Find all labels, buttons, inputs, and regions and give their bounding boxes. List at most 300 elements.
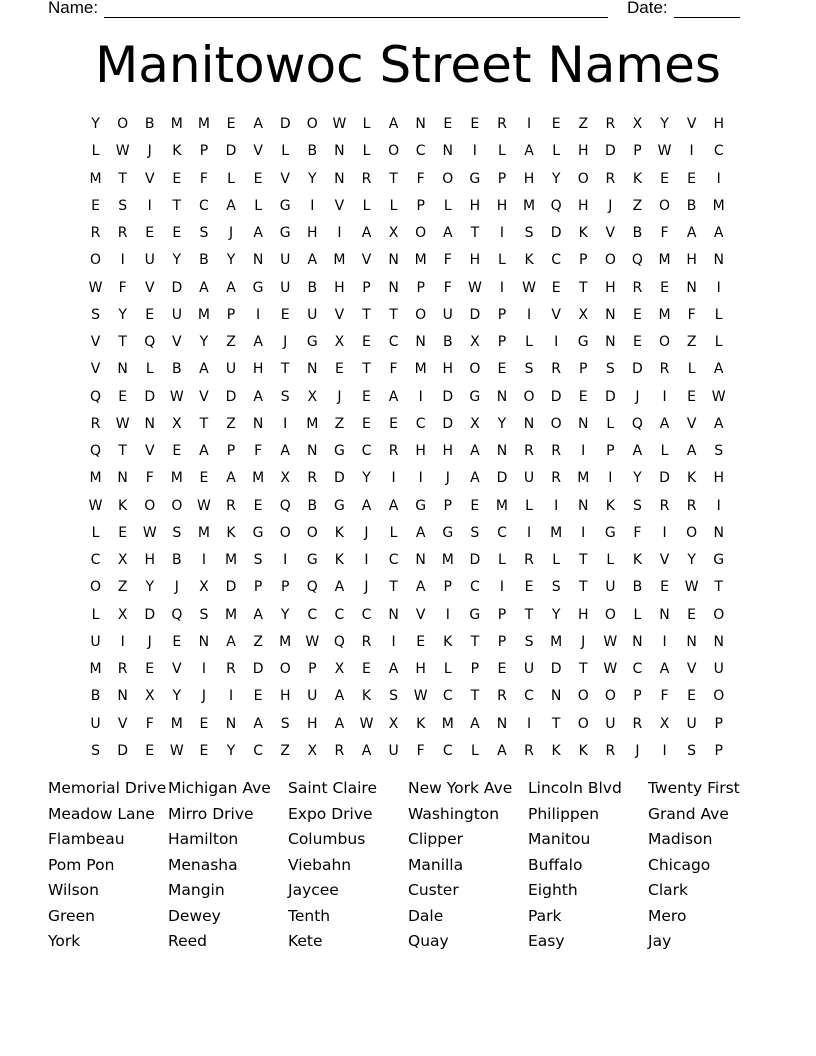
grid-letter[interactable]: L (606, 552, 615, 568)
grid-letter[interactable]: N (334, 143, 345, 160)
grid-letter[interactable]: L (254, 197, 263, 214)
grid-letter[interactable]: A (199, 279, 209, 296)
grid-letter[interactable]: N (307, 361, 318, 378)
grid-letter[interactable]: V (415, 606, 426, 623)
grid-letter[interactable]: O (577, 688, 589, 705)
grid-letter[interactable]: B (90, 688, 101, 705)
grid-letter[interactable]: O (686, 524, 698, 541)
grid-letter[interactable]: V (686, 661, 697, 677)
grid-letter[interactable]: M (658, 306, 671, 323)
grid-letter[interactable]: N (550, 688, 562, 705)
grid-letter[interactable]: U (523, 470, 535, 487)
grid-letter[interactable]: Z (334, 415, 345, 432)
grid-letter[interactable]: L (498, 143, 506, 160)
grid-letter[interactable]: K (551, 742, 561, 759)
grid-letter[interactable]: E (416, 633, 426, 650)
grid-letter[interactable]: T (714, 579, 723, 596)
grid-letter[interactable]: Y (687, 552, 696, 568)
grid-letter[interactable]: O (306, 524, 318, 541)
grid-letter[interactable]: T (524, 606, 534, 623)
grid-letter[interactable]: R (632, 715, 643, 732)
grid-letter[interactable]: O (713, 688, 725, 705)
grid-letter[interactable]: I (120, 633, 125, 650)
grid-letter[interactable]: A (253, 334, 263, 350)
grid-letter[interactable]: C (415, 143, 426, 160)
grid-letter[interactable]: V (334, 197, 345, 214)
grid-letter[interactable]: O (604, 606, 616, 623)
grid-letter[interactable]: P (362, 279, 371, 296)
grid-letter[interactable]: I (283, 552, 288, 568)
grid-letter[interactable]: T (389, 306, 398, 323)
grid-letter[interactable]: H (577, 143, 589, 160)
grid-letter[interactable]: N (117, 470, 128, 487)
grid-letter[interactable]: S (524, 361, 534, 378)
grid-letter[interactable]: H (577, 606, 589, 623)
grid-letter[interactable]: A (415, 579, 426, 596)
grid-letter[interactable]: B (442, 334, 453, 350)
grid-letter[interactable]: C (713, 143, 724, 160)
grid-letter[interactable]: J (445, 470, 450, 487)
grid-letter[interactable]: P (226, 306, 236, 323)
grid-letter[interactable]: A (334, 688, 345, 705)
grid-letter[interactable]: J (147, 633, 152, 650)
grid-letter[interactable]: J (364, 579, 369, 596)
grid-letter[interactable]: F (145, 715, 154, 732)
grid-letter[interactable]: L (687, 361, 696, 378)
grid-letter[interactable]: E (470, 116, 480, 132)
grid-letter[interactable]: O (713, 606, 725, 623)
grid-letter[interactable]: Y (172, 688, 182, 705)
grid-letter[interactable]: M (441, 715, 454, 732)
grid-letter[interactable]: A (415, 524, 426, 541)
grid-letter[interactable]: M (197, 524, 210, 541)
grid-letter[interactable]: E (578, 388, 588, 405)
grid-letter[interactable]: W (142, 524, 157, 541)
grid-letter[interactable]: R (497, 116, 507, 132)
grid-letter[interactable]: M (306, 415, 319, 432)
grid-letter[interactable]: P (308, 661, 317, 677)
grid-letter[interactable]: E (253, 170, 263, 187)
grid-letter[interactable]: V (280, 170, 290, 187)
grid-letter[interactable]: G (713, 552, 725, 568)
grid-letter[interactable]: A (226, 197, 236, 214)
grid-letter[interactable]: E (145, 306, 155, 323)
grid-letter[interactable]: A (334, 579, 345, 596)
grid-letter[interactable]: F (389, 361, 398, 378)
grid-letter[interactable]: E (551, 116, 561, 132)
grid-letter[interactable]: W (115, 415, 130, 432)
grid-letter[interactable]: U (171, 306, 182, 323)
grid-letter[interactable]: N (334, 170, 345, 187)
grid-letter[interactable]: U (713, 661, 724, 677)
grid-letter[interactable]: U (225, 361, 237, 378)
grid-letter[interactable]: R (524, 552, 534, 568)
grid-letter[interactable]: N (605, 306, 616, 323)
grid-letter[interactable]: L (552, 552, 561, 568)
grid-letter[interactable]: C (551, 252, 562, 269)
grid-letter[interactable]: M (170, 470, 183, 487)
grid-letter[interactable]: S (687, 742, 697, 759)
grid-letter[interactable]: L (91, 143, 100, 160)
grid-letter[interactable]: B (307, 143, 318, 160)
grid-letter[interactable]: N (577, 497, 589, 514)
grid-letter[interactable]: S (199, 225, 209, 241)
grid-letter[interactable]: E (172, 225, 182, 241)
grid-letter[interactable]: Z (253, 633, 263, 650)
grid-letter[interactable]: M (197, 116, 210, 132)
grid-letter[interactable]: T (389, 170, 398, 187)
grid-letter[interactable]: E (199, 470, 209, 487)
grid-letter[interactable]: N (198, 633, 210, 650)
grid-letter[interactable]: M (658, 252, 671, 269)
grid-letter[interactable]: E (524, 579, 534, 596)
grid-letter[interactable]: V (90, 334, 101, 350)
grid-letter[interactable]: X (334, 661, 345, 677)
grid-letter[interactable]: O (415, 225, 427, 241)
grid-letter[interactable]: D (225, 388, 237, 405)
grid-letter[interactable]: F (416, 170, 425, 187)
grid-letter[interactable]: V (361, 252, 372, 269)
grid-letter[interactable]: X (172, 415, 182, 432)
grid-letter[interactable]: U (144, 252, 155, 269)
grid-letter[interactable]: D (469, 552, 481, 568)
grid-letter[interactable]: K (687, 470, 697, 487)
grid-letter[interactable]: Y (633, 470, 642, 487)
grid-letter[interactable]: E (362, 388, 371, 405)
grid-letter[interactable]: I (228, 688, 234, 705)
grid-letter[interactable]: Z (226, 415, 236, 432)
grid-letter[interactable]: T (389, 579, 398, 596)
grid-letter[interactable]: K (578, 742, 588, 759)
grid-letter[interactable]: C (469, 579, 480, 596)
grid-letter[interactable]: O (415, 306, 427, 323)
grid-letter[interactable]: E (118, 524, 128, 541)
grid-letter[interactable]: S (91, 306, 100, 323)
grid-letter[interactable]: U (307, 688, 318, 705)
grid-letter[interactable]: P (633, 688, 642, 705)
grid-letter[interactable]: A (659, 415, 670, 432)
grid-letter[interactable]: I (662, 742, 667, 759)
grid-letter[interactable]: W (603, 661, 618, 677)
grid-letter[interactable]: M (252, 470, 265, 487)
grid-letter[interactable]: A (470, 715, 480, 732)
grid-letter[interactable]: S (280, 388, 290, 405)
grid-letter[interactable]: J (147, 143, 152, 160)
grid-letter[interactable]: P (714, 715, 723, 732)
grid-letter[interactable]: M (577, 470, 590, 487)
grid-letter[interactable]: S (280, 715, 290, 732)
grid-letter[interactable]: A (361, 225, 372, 241)
grid-letter[interactable]: T (118, 443, 127, 459)
grid-letter[interactable]: V (172, 334, 182, 350)
grid-letter[interactable]: P (280, 579, 290, 596)
grid-letter[interactable]: G (469, 170, 481, 187)
grid-letter[interactable]: L (498, 552, 506, 568)
grid-letter[interactable]: R (117, 225, 128, 241)
grid-letter[interactable]: G (442, 524, 454, 541)
grid-letter[interactable]: P (443, 497, 452, 514)
grid-letter[interactable]: Y (226, 252, 236, 269)
grid-letter[interactable]: I (581, 524, 586, 541)
grid-letter[interactable]: H (279, 688, 291, 705)
grid-letter[interactable]: A (713, 225, 724, 241)
grid-letter[interactable]: A (361, 742, 372, 759)
grid-letter[interactable]: O (117, 116, 129, 132)
grid-letter[interactable]: O (659, 197, 671, 214)
grid-letter[interactable]: U (307, 306, 318, 323)
grid-letter[interactable]: I (716, 279, 721, 296)
grid-letter[interactable]: R (551, 470, 561, 487)
grid-letter[interactable]: I (608, 470, 613, 487)
grid-letter[interactable]: A (280, 443, 290, 459)
grid-letter[interactable]: R (632, 279, 643, 296)
grid-letter[interactable]: S (605, 361, 615, 378)
grid-letter[interactable]: O (388, 143, 400, 160)
grid-letter[interactable]: P (253, 579, 263, 596)
grid-letter[interactable]: S (551, 579, 561, 596)
grid-letter[interactable]: Y (226, 742, 236, 759)
grid-letter[interactable]: W (684, 579, 699, 596)
grid-letter[interactable]: W (413, 688, 428, 705)
grid-letter[interactable]: F (633, 524, 642, 541)
grid-letter[interactable]: L (389, 197, 398, 214)
grid-letter[interactable]: W (88, 497, 103, 514)
grid-letter[interactable]: I (310, 197, 315, 214)
grid-letter[interactable]: H (713, 470, 724, 487)
grid-letter[interactable]: D (279, 116, 291, 132)
grid-letter[interactable]: D (550, 661, 562, 677)
grid-letter[interactable]: X (632, 116, 643, 132)
grid-letter[interactable]: U (523, 661, 535, 677)
grid-letter[interactable]: W (359, 715, 374, 732)
grid-letter[interactable]: E (280, 306, 290, 323)
grid-letter[interactable]: Y (362, 470, 371, 487)
grid-letter[interactable]: A (632, 443, 643, 459)
grid-letter[interactable]: Y (118, 306, 127, 323)
grid-letter[interactable]: T (470, 225, 480, 241)
grid-letter[interactable]: A (253, 388, 263, 405)
grid-letter[interactable]: N (252, 252, 264, 269)
grid-letter[interactable]: O (171, 497, 183, 514)
grid-letter[interactable]: L (281, 143, 290, 160)
grid-letter[interactable]: D (225, 579, 237, 596)
grid-letter[interactable]: V (144, 443, 155, 459)
grid-letter[interactable]: E (687, 388, 697, 405)
grid-letter[interactable]: L (633, 606, 642, 623)
grid-letter[interactable]: D (496, 470, 508, 487)
grid-letter[interactable]: X (117, 606, 128, 623)
grid-letter[interactable]: U (442, 306, 453, 323)
grid-letter[interactable]: A (253, 715, 263, 732)
grid-letter[interactable]: P (579, 361, 588, 378)
grid-letter[interactable]: Y (308, 170, 317, 187)
grid-letter[interactable]: X (388, 715, 399, 732)
grid-letter[interactable]: C (388, 552, 399, 568)
grid-letter[interactable]: Z (226, 334, 236, 350)
grid-letter[interactable]: S (524, 225, 534, 241)
grid-letter[interactable]: M (333, 252, 346, 269)
grid-letter[interactable]: Y (660, 116, 669, 132)
grid-letter[interactable]: A (686, 443, 697, 459)
grid-letter[interactable]: G (252, 524, 264, 541)
grid-letter[interactable]: E (632, 334, 642, 350)
grid-letter[interactable]: P (497, 306, 507, 323)
grid-letter[interactable]: L (443, 661, 452, 677)
grid-letter[interactable]: O (144, 497, 156, 514)
grid-letter[interactable]: R (605, 116, 616, 132)
grid-letter[interactable]: U (605, 579, 616, 596)
grid-letter[interactable]: F (687, 306, 696, 323)
grid-letter[interactable]: X (470, 334, 480, 350)
grid-letter[interactable]: V (253, 143, 263, 160)
grid-letter[interactable]: L (389, 524, 398, 541)
grid-letter[interactable]: P (416, 279, 425, 296)
grid-letter[interactable]: J (608, 197, 613, 214)
grid-letter[interactable]: I (147, 197, 152, 214)
grid-letter[interactable]: A (388, 388, 399, 405)
grid-letter[interactable]: V (117, 715, 128, 732)
grid-letter[interactable]: E (551, 279, 561, 296)
grid-letter[interactable]: R (90, 415, 101, 432)
grid-letter[interactable]: T (578, 579, 588, 596)
grid-letter[interactable]: L (443, 197, 452, 214)
grid-letter[interactable]: I (554, 497, 559, 514)
grid-letter[interactable]: I (201, 552, 206, 568)
grid-letter[interactable]: I (391, 470, 396, 487)
grid-letter[interactable]: K (578, 225, 588, 241)
grid-letter[interactable]: I (499, 579, 505, 596)
grid-letter[interactable]: K (334, 524, 344, 541)
grid-letter[interactable]: R (117, 661, 128, 677)
grid-letter[interactable]: E (91, 197, 100, 214)
grid-letter[interactable]: A (713, 361, 724, 378)
grid-letter[interactable]: E (172, 633, 182, 650)
grid-letter[interactable]: V (334, 306, 345, 323)
grid-letter[interactable]: P (497, 633, 507, 650)
grid-letter[interactable]: A (307, 252, 318, 269)
grid-letter[interactable]: Z (280, 742, 290, 759)
grid-letter[interactable]: P (497, 606, 507, 623)
grid-letter[interactable]: L (362, 197, 371, 214)
grid-letter[interactable]: U (686, 715, 697, 732)
grid-letter[interactable]: N (632, 633, 643, 650)
grid-letter[interactable]: V (686, 415, 697, 432)
grid-letter[interactable]: E (172, 443, 182, 459)
grid-letter[interactable]: L (525, 497, 533, 514)
grid-letter[interactable]: R (334, 742, 345, 759)
grid-letter[interactable]: M (170, 715, 183, 732)
grid-letter[interactable]: O (659, 334, 671, 350)
grid-letter[interactable]: V (659, 552, 670, 568)
grid-letter[interactable]: N (496, 388, 508, 405)
grid-letter[interactable]: N (117, 361, 128, 378)
grid-letter[interactable]: O (577, 715, 589, 732)
grid-letter[interactable]: Q (90, 388, 102, 405)
grid-letter[interactable]: R (605, 170, 616, 187)
grid-letter[interactable]: Y (280, 606, 290, 623)
grid-letter[interactable]: S (199, 606, 209, 623)
grid-letter[interactable]: I (526, 306, 532, 323)
grid-letter[interactable]: X (144, 688, 155, 705)
grid-letter[interactable]: R (659, 497, 670, 514)
grid-letter[interactable]: N (713, 252, 724, 269)
grid-letter[interactable]: J (283, 334, 288, 350)
grid-letter[interactable]: R (686, 497, 697, 514)
grid-letter[interactable]: T (551, 715, 561, 732)
grid-letter[interactable]: Y (551, 606, 561, 623)
grid-letter[interactable]: P (714, 742, 723, 759)
grid-letter[interactable]: D (252, 661, 264, 677)
grid-letter[interactable]: R (307, 470, 318, 487)
grid-letter[interactable]: H (686, 252, 697, 269)
grid-letter[interactable]: Y (551, 170, 561, 187)
grid-letter[interactable]: E (362, 661, 371, 677)
grid-letter[interactable]: T (578, 279, 588, 296)
grid-letter[interactable]: I (581, 443, 586, 459)
grid-letter[interactable]: I (526, 116, 532, 132)
grid-letter[interactable]: A (524, 143, 534, 160)
grid-letter[interactable]: I (201, 661, 206, 677)
grid-letter[interactable]: T (362, 306, 371, 323)
grid-letter[interactable]: J (581, 633, 586, 650)
grid-letter[interactable]: V (144, 170, 155, 187)
grid-letter[interactable]: B (144, 116, 155, 132)
grid-letter[interactable]: E (687, 606, 697, 623)
grid-letter[interactable]: C (90, 552, 101, 568)
grid-letter[interactable]: B (172, 361, 182, 378)
grid-letter[interactable]: P (497, 334, 507, 350)
grid-letter[interactable]: H (252, 361, 264, 378)
grid-letter[interactable]: E (497, 661, 507, 677)
grid-letter[interactable]: N (659, 606, 670, 623)
grid-letter[interactable]: R (659, 361, 670, 378)
grid-letter[interactable]: C (361, 606, 372, 623)
grid-letter[interactable]: M (712, 197, 725, 214)
grid-letter[interactable]: W (88, 279, 103, 296)
grid-letter[interactable]: W (169, 388, 184, 405)
grid-letter[interactable]: I (526, 715, 532, 732)
grid-letter[interactable]: L (227, 170, 235, 187)
grid-letter[interactable]: O (550, 415, 562, 432)
grid-letter[interactable]: K (416, 715, 426, 732)
grid-letter[interactable]: L (660, 443, 669, 459)
grid-letter[interactable]: M (197, 306, 210, 323)
grid-letter[interactable]: Z (578, 116, 589, 132)
grid-letter[interactable]: W (115, 143, 130, 160)
grid-letter[interactable]: J (364, 524, 369, 541)
grid-letter[interactable]: K (118, 497, 128, 514)
grid-letter[interactable]: E (145, 225, 155, 241)
grid-letter[interactable]: M (89, 470, 102, 487)
grid-letter[interactable]: H (144, 552, 155, 568)
grid-letter[interactable]: O (279, 524, 291, 541)
grid-letter[interactable]: X (307, 388, 318, 405)
grid-letter[interactable]: N (713, 633, 724, 650)
grid-letter[interactable]: T (199, 415, 209, 432)
grid-letter[interactable]: A (199, 443, 209, 459)
grid-letter[interactable]: W (197, 497, 211, 514)
grid-letter[interactable]: I (120, 252, 125, 269)
grid-letter[interactable]: L (606, 415, 615, 432)
grid-letter[interactable]: K (632, 170, 643, 187)
grid-letter[interactable]: T (470, 633, 480, 650)
grid-letter[interactable]: M (89, 661, 102, 677)
grid-letter[interactable]: M (495, 497, 508, 514)
grid-letter[interactable]: V (686, 116, 697, 132)
grid-letter[interactable]: Z (117, 579, 128, 596)
grid-letter[interactable]: L (714, 334, 723, 350)
grid-letter[interactable]: G (604, 524, 616, 541)
